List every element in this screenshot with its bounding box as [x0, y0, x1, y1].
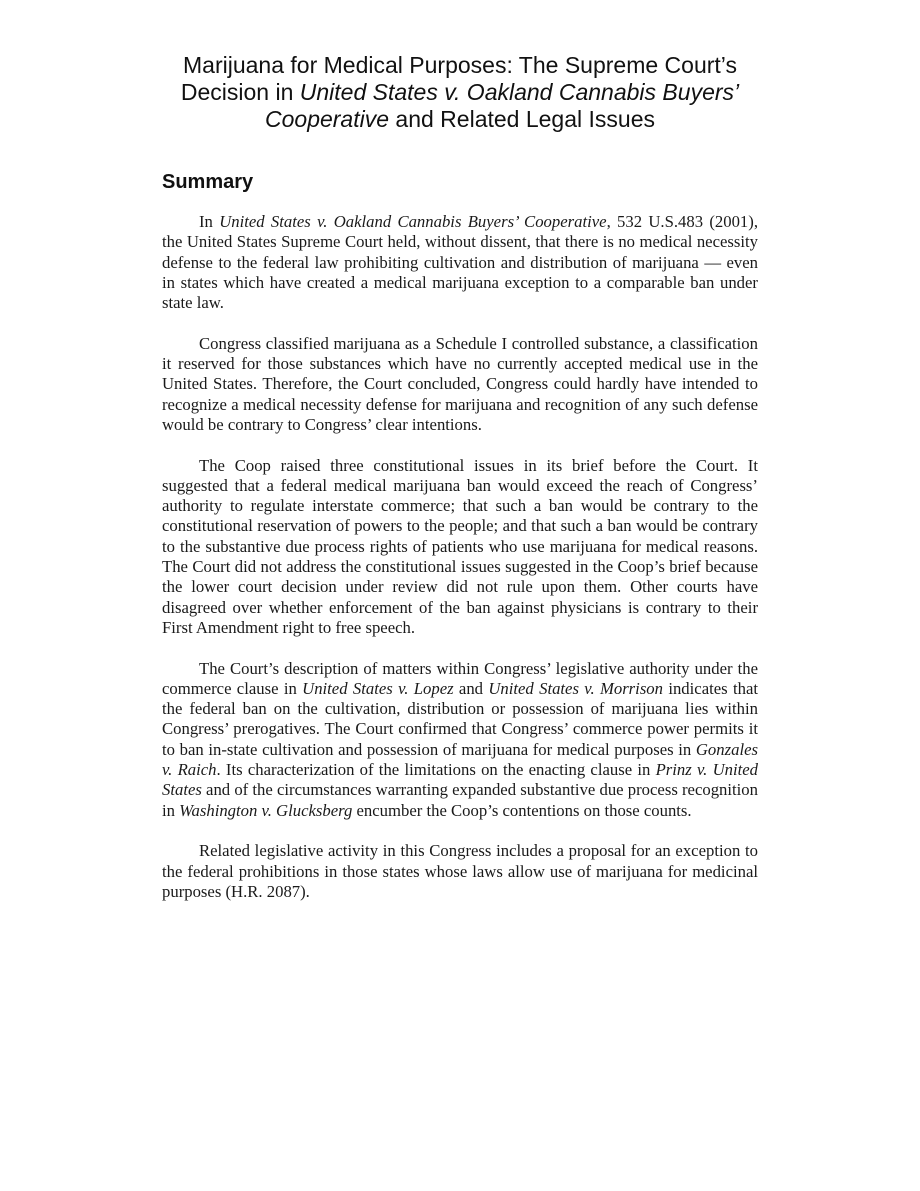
- case-name-title-cont: Cooperative: [265, 106, 390, 132]
- title-line-2: Decision in United States v. Oakland Cannabis Buyers’: [180, 79, 740, 105]
- case-citation: Washington v. Glucksberg: [179, 800, 353, 820]
- case-citation: United States v. Lopez: [302, 678, 454, 698]
- case-citation: United States v. Morrison: [488, 678, 663, 698]
- case-citation: United States v. Oakland Cannabis Buyers’ Cooperative: [219, 212, 607, 231]
- case-citation: Gonzales v. Raich: [162, 739, 758, 780]
- case-citation: Prinz v. United States: [162, 760, 759, 800]
- summary-paragraph-5: Related legislative activity in this Congress includes a proposal for an exception to the federal prohibitions in those states whose laws allow use of marijuana for medicinal purposes (H.R. 2087).: [162, 841, 758, 901]
- summary-paragraph-4: The Court’s description of matters within Congress’ legislative authority under the commerce clause in United States v. Lopez and United States v. Morrison indicates that the federal ban on the cultivation, distribution or possession of marijuana lies within Congress’ prerogatives. The Court confirmed that Congress’ commerce power permits it to ban in-state cultivation and possession of marijuana for medical purposes in Gonzales v. Raich. Its characterization of the limitations on the enacting clause in Prinz v. United States and of the circumstances warranting expanded substantive due process recognition in Washington v. Glucksberg encumber the Coop’s contentions on those counts.: [162, 658, 759, 820]
- summary-paragraph-1: In United States v. Oakland Cannabis Buyers’ Cooperative, 532 U.S.483 (2001), the United States Supreme Court held, without dissent, that there is no medical necessity defense to the federal law prohibiting cultivation and distribution of marijuana — even in states which have created a medical marijuana exception to a comparable ban under state law.: [162, 212, 759, 313]
- summary-paragraph-3: The Coop raised three constitutional issues in its brief before the Court. It suggested that a federal medical marijuana ban would exceed the reach of Congress’ authority to regulate interstate commerce; that such a ban would be contrary to the constitutional reservation of powers to the people; and that such a ban would be contrary to the substantive due process rights of patients who use marijuana for medical reasons. The Court did not address the constitutional issues suggested in the Coop’s brief because the lower court decision under review did not rule upon them. Other courts have disagreed over whether enforcement of the ban against physicians is contrary to their First Amendment right to free speech.: [162, 455, 758, 637]
- title-line-3: Cooperative and Related Legal Issues: [265, 106, 655, 132]
- title-line-1: Marijuana for Medical Purposes: The Supreme Court’s: [183, 52, 737, 78]
- summary-paragraph-2: Congress classified marijuana as a Schedule I controlled substance, a classification it reserved for those substances which have no currently accepted medical use in the United States. Therefore, the Court concluded, Congress could hardly have intended to recognize a medical necessity defense for marijuana and recognition of any such defense would be contrary to Congress’ clear intentions.: [162, 333, 758, 434]
- document-page: [162, 52, 758, 922]
- summary-heading: Summary: [162, 171, 254, 193]
- document-title: [162, 52, 758, 133]
- case-name-title: United States v. Oakland Cannabis Buyers’: [299, 79, 740, 105]
